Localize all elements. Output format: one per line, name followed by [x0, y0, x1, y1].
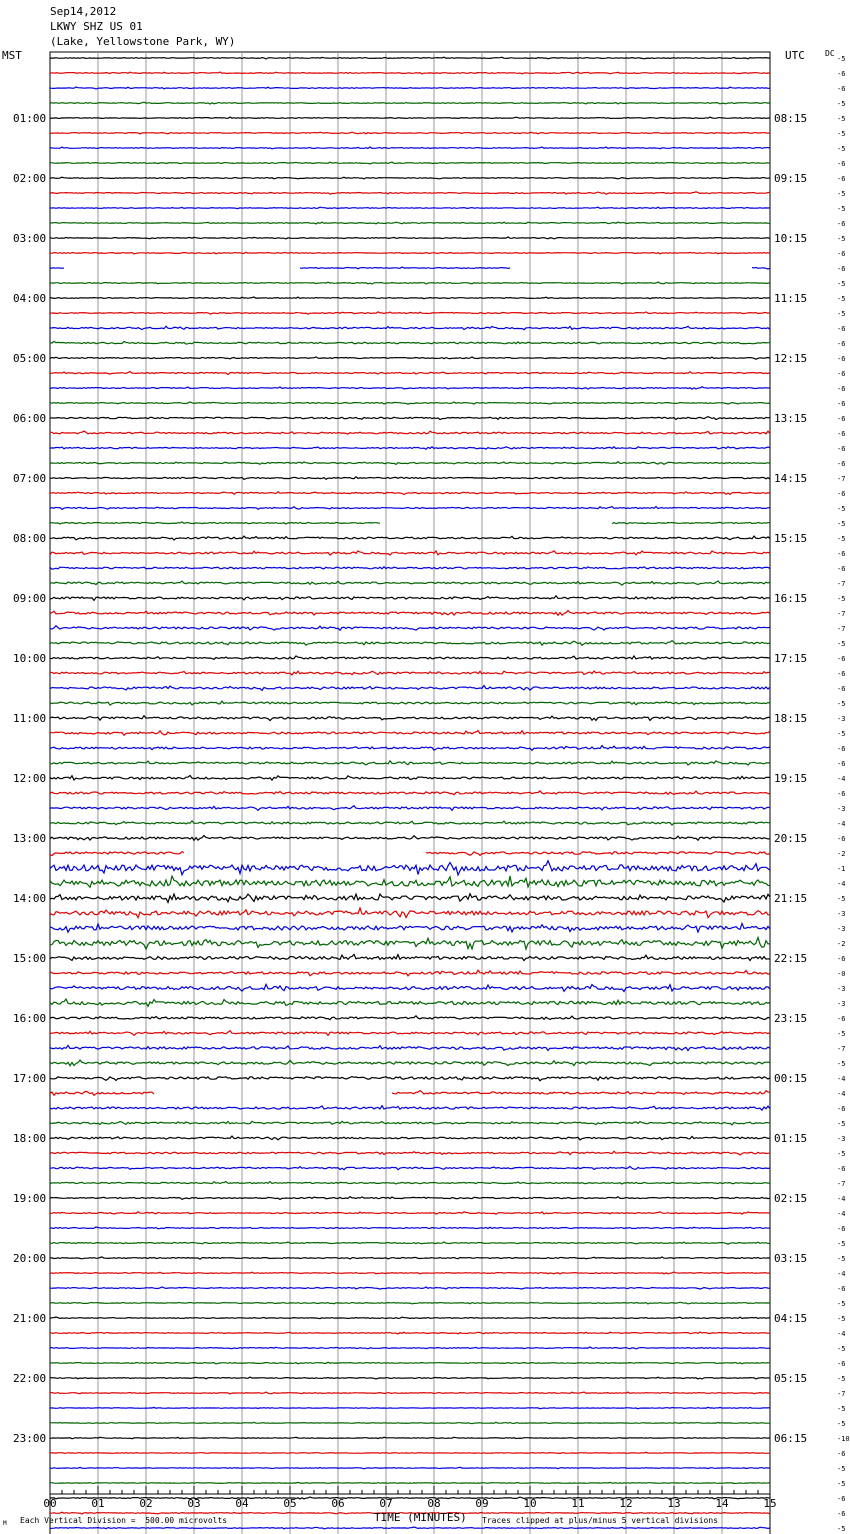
dc-offset-label: -5	[837, 640, 846, 648]
trace-row	[50, 252, 770, 254]
trace-row	[50, 1242, 770, 1244]
dc-offset-label: -3	[837, 925, 846, 933]
dc-offset-label: -2	[837, 850, 846, 858]
dc-offset-label: -5	[837, 1375, 846, 1383]
right-hour-label: 19:15	[774, 772, 808, 785]
dc-offset-label: -3	[837, 1000, 846, 1008]
dc-offset-label: -6	[837, 955, 846, 963]
dc-offset-label: -4	[837, 1195, 846, 1203]
dc-offset-label: -7	[837, 1390, 846, 1398]
trace-row	[50, 1362, 770, 1364]
trace-row	[50, 671, 770, 675]
chart-date: Sep14,2012	[50, 5, 117, 18]
left-timezone-label: MST	[2, 49, 22, 62]
trace-row	[50, 984, 770, 991]
trace-row	[50, 1392, 770, 1394]
dc-offset-label: -7	[837, 475, 846, 483]
trace-row	[50, 387, 770, 389]
dc-offset-label: -6	[837, 175, 846, 183]
trace-row	[50, 701, 770, 705]
footer-clip-note: Traces clipped at plus/minus 5 vertical divisions	[482, 1516, 719, 1525]
trace-row	[50, 282, 770, 284]
dc-offset-label: -6	[837, 340, 846, 348]
dc-offset-label: -6	[837, 385, 846, 393]
x-tick-label: 01	[91, 1497, 105, 1510]
dc-offset-label: -6	[837, 1495, 846, 1503]
dc-offset-label: -6	[837, 460, 846, 468]
dc-offset-label: -6	[837, 1015, 846, 1023]
dc-offset-label: -5	[837, 535, 846, 543]
trace-row	[50, 567, 770, 570]
left-hour-label: 08:00	[13, 532, 47, 545]
trace-row	[50, 1045, 770, 1050]
trace-row	[50, 431, 770, 434]
trace-row	[50, 326, 770, 329]
trace-row	[50, 1437, 770, 1438]
trace-row	[50, 162, 770, 164]
trace-row	[50, 776, 770, 781]
trace-row	[50, 999, 770, 1006]
trace-row	[50, 1227, 770, 1229]
trace-row	[50, 1151, 770, 1155]
dc-label: DC	[825, 49, 835, 58]
dc-offset-label: -7	[837, 1180, 846, 1188]
dc-offset-label: -6	[837, 565, 846, 573]
dc-offset-label: -5	[837, 190, 846, 198]
trace-row	[50, 1121, 770, 1125]
left-hour-label: 09:00	[13, 592, 47, 605]
x-tick-label: 12	[619, 1497, 633, 1510]
dc-offset-label: -6	[837, 355, 846, 363]
x-axis-title: TIME (MINUTES)	[374, 1511, 467, 1524]
dc-offset-label: -7	[837, 625, 846, 633]
trace-row	[50, 970, 770, 976]
left-hour-label: 06:00	[13, 412, 47, 425]
dc-offset-label: -4	[837, 1090, 846, 1098]
trace-row	[50, 447, 770, 450]
dc-offset-label: -6	[837, 445, 846, 453]
trace-row	[50, 746, 770, 751]
right-hour-label: 03:15	[774, 1252, 808, 1265]
trace-row	[50, 522, 770, 524]
trace-row	[50, 1497, 770, 1499]
dc-offset-label: -6	[837, 1360, 846, 1368]
dc-offset-label: -6	[837, 400, 846, 408]
left-hour-label: 19:00	[13, 1192, 47, 1205]
right-timezone-label: UTC	[785, 49, 805, 62]
trace-row	[50, 1257, 770, 1259]
right-hour-label: 17:15	[774, 652, 808, 665]
trace-row	[50, 861, 770, 875]
trace-row	[50, 87, 770, 89]
trace-row	[50, 1197, 770, 1200]
left-hour-label: 16:00	[13, 1012, 47, 1025]
right-hour-label: 04:15	[774, 1312, 808, 1325]
dc-offset-label: -5	[837, 1465, 846, 1473]
x-tick-label: 15	[763, 1497, 777, 1510]
x-tick-label: 11	[571, 1497, 585, 1510]
dc-offset-label: -6	[837, 685, 846, 693]
trace-row	[50, 791, 770, 795]
dc-offset-label: -5	[837, 505, 846, 513]
dc-offset-label: -3	[837, 715, 846, 723]
right-hour-label: 06:15	[774, 1432, 808, 1445]
trace-row	[50, 761, 770, 765]
trace-row	[50, 937, 770, 949]
right-hour-label: 16:15	[774, 592, 808, 605]
dc-offset-label: -6	[837, 790, 846, 798]
trace-row	[50, 57, 770, 59]
left-hour-label: 17:00	[13, 1072, 47, 1085]
trace-row	[50, 297, 770, 299]
dc-offset-label: -7	[837, 1045, 846, 1053]
left-hour-label: 13:00	[13, 832, 47, 845]
dc-offset-label: -6	[837, 85, 846, 93]
right-hour-label: 22:15	[774, 952, 808, 965]
trace-row	[50, 1016, 770, 1020]
dc-offset-label: -5	[837, 1525, 846, 1533]
left-hour-label: 18:00	[13, 1132, 47, 1145]
dc-offset-label: -5	[837, 1150, 846, 1158]
right-hour-label: 08:15	[774, 112, 808, 125]
left-hour-label: 07:00	[13, 472, 47, 485]
dc-offset-label: -6	[837, 250, 846, 258]
trace-row	[50, 1377, 770, 1379]
dc-offset-label: -5	[837, 1315, 846, 1323]
dc-offset-label: -4	[837, 1210, 846, 1218]
left-hour-label: 20:00	[13, 1252, 47, 1265]
dc-offset-label: -6	[837, 550, 846, 558]
dc-offset-label: -5	[837, 1420, 846, 1428]
trace-row	[50, 1212, 770, 1214]
trace-row	[50, 954, 770, 960]
trace-row	[50, 492, 770, 495]
dc-offset-label: -6	[837, 160, 846, 168]
trace-row	[50, 836, 770, 841]
left-hour-label: 23:00	[13, 1432, 47, 1445]
footer-mark: M	[3, 1520, 7, 1527]
x-tick-label: 03	[187, 1497, 201, 1510]
trace-row	[50, 923, 770, 932]
right-hour-label: 02:15	[774, 1192, 808, 1205]
dc-offset-label: -3	[837, 805, 846, 813]
dc-offset-label: -2	[837, 940, 846, 948]
trace-row	[50, 192, 770, 194]
trace-row	[50, 731, 770, 736]
dc-offset-label: -6	[837, 490, 846, 498]
left-hour-label: 01:00	[13, 112, 47, 125]
trace-row	[50, 1060, 770, 1066]
trace-row	[50, 626, 770, 631]
trace-row	[50, 1467, 770, 1468]
x-tick-label: 05	[283, 1497, 297, 1510]
trace-row	[50, 207, 770, 209]
trace-row	[50, 312, 770, 314]
trace-row	[50, 1527, 770, 1529]
left-hour-label: 12:00	[13, 772, 47, 785]
trace-row	[50, 806, 770, 811]
dc-offset-label: -5	[837, 145, 846, 153]
right-hour-label: 20:15	[774, 832, 808, 845]
dc-offset-label: -5	[837, 1030, 846, 1038]
trace-row	[50, 1302, 770, 1304]
dc-offset-label: -6	[837, 220, 846, 228]
left-hour-label: 10:00	[13, 652, 47, 665]
dc-offset-label: -6	[837, 325, 846, 333]
dc-offset-label: -1	[837, 865, 846, 873]
dc-offset-label: -6	[837, 70, 846, 78]
dc-offset-label: -5	[837, 520, 846, 528]
dc-offset-label: -5	[837, 730, 846, 738]
trace-row	[50, 1332, 770, 1334]
trace-row	[50, 1031, 770, 1036]
trace-row	[50, 1182, 770, 1184]
trace-row	[50, 596, 770, 601]
trace-row	[50, 1407, 770, 1408]
trace-row	[50, 551, 770, 555]
trace-row	[50, 1422, 770, 1423]
dc-offset-label: -6	[837, 430, 846, 438]
trace-row	[50, 1272, 770, 1274]
trace-row	[50, 581, 770, 585]
right-hour-label: 13:15	[774, 412, 808, 425]
trace-row	[50, 1287, 770, 1289]
dc-offset-label: -6	[837, 1225, 846, 1233]
right-hour-label: 18:15	[774, 712, 808, 725]
trace-row	[50, 1166, 770, 1169]
dc-offset-label: -5	[837, 595, 846, 603]
x-tick-label: 04	[235, 1497, 249, 1510]
dc-offset-label: -5	[837, 1240, 846, 1248]
right-hour-label: 05:15	[774, 1372, 808, 1385]
trace-row	[50, 417, 770, 420]
trace-row	[50, 177, 770, 179]
x-tick-label: 07	[379, 1497, 393, 1510]
trace-row	[50, 536, 770, 540]
trace-row	[50, 908, 770, 918]
dc-offset-label: -5	[837, 1480, 846, 1488]
trace-row	[50, 72, 770, 74]
right-hour-label: 14:15	[774, 472, 808, 485]
trace-row	[50, 1452, 770, 1453]
left-hour-label: 14:00	[13, 892, 47, 905]
trace-row	[50, 357, 770, 359]
right-hour-label: 01:15	[774, 1132, 808, 1145]
trace-row	[50, 876, 770, 887]
dc-offset-label: -5	[837, 1060, 846, 1068]
trace-row	[50, 821, 770, 825]
dc-offset-label: -5	[837, 700, 846, 708]
dc-offset-label: -6	[837, 1165, 846, 1173]
trace-row	[50, 132, 770, 134]
dc-offset-label: -5	[837, 1300, 846, 1308]
right-hour-label: 21:15	[774, 892, 808, 905]
dc-offset-label: -4	[837, 820, 846, 828]
trace-row	[50, 117, 770, 118]
dc-offset-label: -5	[837, 1405, 846, 1413]
dc-offset-label: -5	[837, 1345, 846, 1353]
right-hour-label: 12:15	[774, 352, 808, 365]
dc-offset-label: -5	[837, 280, 846, 288]
dc-offset-label: -6	[837, 370, 846, 378]
trace-row	[50, 477, 770, 480]
trace-row	[50, 341, 770, 344]
dc-offset-label: -6	[837, 265, 846, 273]
dc-offset-label: -6	[837, 1105, 846, 1113]
trace-row	[50, 462, 770, 465]
right-hour-label: 00:15	[774, 1072, 808, 1085]
dc-offset-label: -5	[837, 115, 846, 123]
dc-offset-label: -6	[837, 1285, 846, 1293]
chart-location: (Lake, Yellowstone Park, WY)	[50, 35, 236, 48]
dc-offset-label: -7	[837, 610, 846, 618]
trace-row	[50, 611, 770, 616]
right-hour-label: 11:15	[774, 292, 808, 305]
trace-row	[50, 402, 770, 404]
dc-offset-label: -5	[837, 235, 846, 243]
trace-row	[50, 1077, 770, 1081]
dc-offset-label: -3	[837, 985, 846, 993]
trace-row	[50, 267, 770, 269]
dc-offset-label: -4	[837, 1270, 846, 1278]
footer-scale-note: Each Vertical Division = 500.00 microvolts	[20, 1516, 228, 1525]
x-tick-label: 14	[715, 1497, 729, 1510]
trace-row	[50, 852, 770, 856]
dc-offset-label: -5	[837, 130, 846, 138]
trace-row	[50, 1317, 770, 1319]
chart-station: LKWY SHZ US 01	[50, 20, 143, 33]
x-tick-label: 09	[475, 1497, 489, 1510]
x-tick-label: 06	[331, 1497, 345, 1510]
dc-offset-label: -6	[837, 745, 846, 753]
trace-row	[50, 894, 770, 903]
dc-offset-label: -3	[837, 1135, 846, 1143]
dc-offset-label: -4	[837, 775, 846, 783]
dc-offset-label: -3	[837, 910, 846, 918]
dc-offset-label: -0	[837, 970, 846, 978]
left-hour-label: 15:00	[13, 952, 47, 965]
dc-offset-label: -7	[837, 580, 846, 588]
left-hour-label: 02:00	[13, 172, 47, 185]
x-tick-label: 10	[523, 1497, 537, 1510]
dc-offset-label: -6	[837, 1450, 846, 1458]
trace-row	[50, 1347, 770, 1349]
dc-offset-label: -5	[837, 1255, 846, 1263]
trace-row	[50, 1091, 770, 1096]
dc-offset-label: -5	[837, 100, 846, 108]
left-hour-label: 05:00	[13, 352, 47, 365]
trace-row	[50, 102, 770, 104]
trace-row	[50, 641, 770, 646]
trace-row	[50, 372, 770, 375]
trace-row	[50, 222, 770, 224]
dc-offset-label: -6	[837, 760, 846, 768]
trace-row	[50, 686, 770, 691]
x-tick-label: 02	[139, 1497, 153, 1510]
dc-offset-label: -6	[837, 835, 846, 843]
dc-offset-label: -10	[837, 1435, 850, 1443]
dc-offset-label: -5	[837, 55, 846, 63]
trace-row	[50, 237, 770, 239]
x-tick-label: 08	[427, 1497, 441, 1510]
dc-offset-label: -6	[837, 670, 846, 678]
trace-row	[50, 507, 770, 510]
dc-offset-label: -5	[837, 295, 846, 303]
trace-row	[50, 1106, 770, 1111]
x-tick-label: 13	[667, 1497, 681, 1510]
dc-offset-label: -4	[837, 1330, 846, 1338]
dc-offset-label: -5	[837, 895, 846, 903]
dc-offset-label: -6	[837, 655, 846, 663]
trace-row	[50, 716, 770, 721]
right-hour-label: 15:15	[774, 532, 808, 545]
trace-row	[50, 656, 770, 659]
dc-offset-label: -6	[837, 1510, 846, 1518]
left-hour-label: 21:00	[13, 1312, 47, 1325]
dc-offset-label: -6	[837, 415, 846, 423]
left-hour-label: 11:00	[13, 712, 47, 725]
right-hour-label: 10:15	[774, 232, 808, 245]
left-hour-label: 04:00	[13, 292, 47, 305]
dc-offset-label: -5	[837, 310, 846, 318]
dc-offset-label: -5	[837, 205, 846, 213]
trace-row	[50, 1482, 770, 1483]
dc-offset-label: -4	[837, 1075, 846, 1083]
x-tick-label: 00	[43, 1497, 57, 1510]
right-hour-label: 09:15	[774, 172, 808, 185]
trace-row	[50, 147, 770, 149]
dc-offset-label: -4	[837, 880, 846, 888]
left-hour-label: 22:00	[13, 1372, 47, 1385]
left-hour-label: 03:00	[13, 232, 47, 245]
right-hour-label: 23:15	[774, 1012, 808, 1025]
dc-offset-label: -5	[837, 1120, 846, 1128]
trace-row	[50, 1136, 770, 1140]
